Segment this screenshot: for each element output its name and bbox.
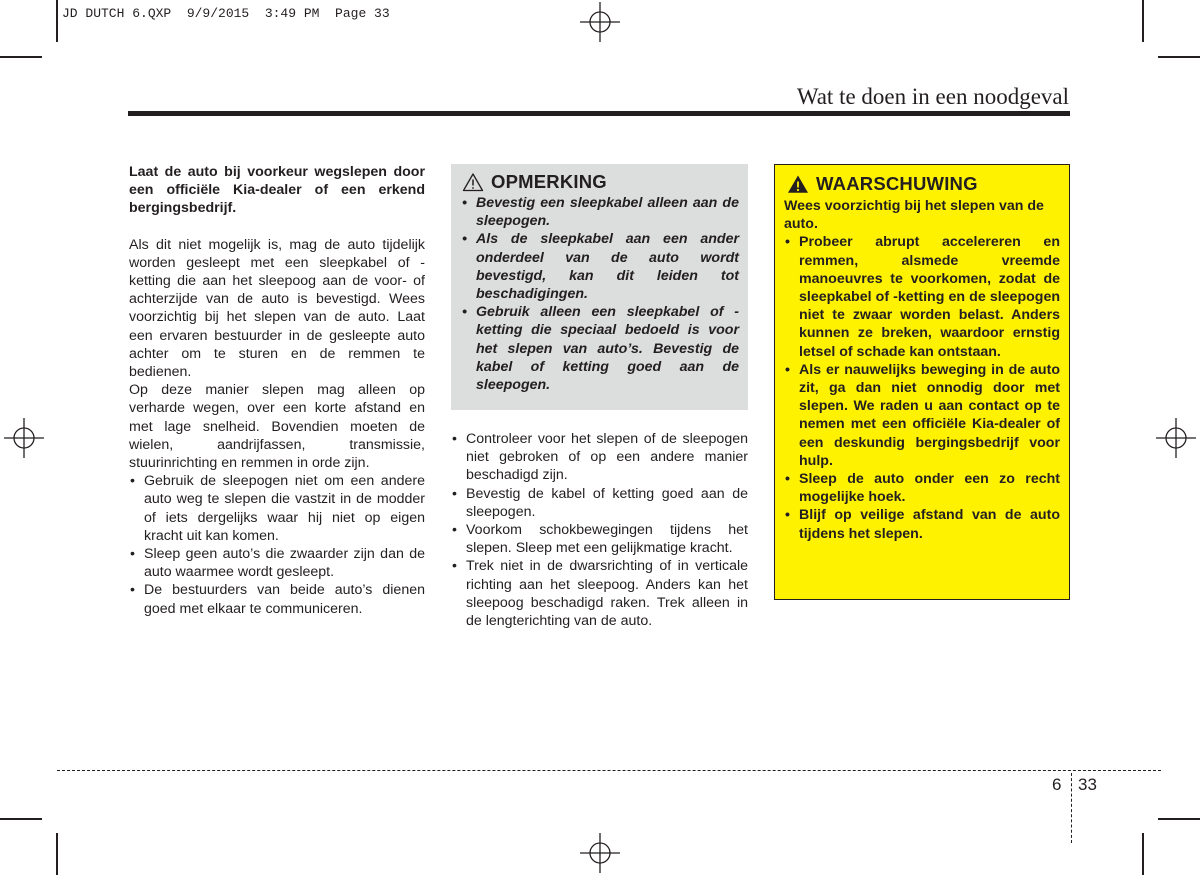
- list-item: • Voorkom schokbewegingen tijdens het slepen. Sleep met een gelijkmatige kracht.: [451, 521, 748, 557]
- registration-mark-icon: [580, 833, 620, 873]
- note-heading: [461, 172, 739, 192]
- list-item: • Bevestig de kabel of ketting goed aan de sleepogen.: [451, 485, 748, 521]
- registration-mark-icon: [4, 418, 44, 458]
- body-paragraph: Op deze manier slepen mag alleen op verharde wegen, over een korte afstand en met lage snelheid. Bovendien moeten de wielen, aandrijfassen, transmissie, stuurinrichting en remmen in orde zijn.: [129, 382, 425, 472]
- caution-triangle-icon: [462, 172, 484, 192]
- bullet-list: [129, 472, 425, 618]
- crop-mark: [1142, 0, 1144, 42]
- note-box: [451, 164, 748, 410]
- warning-heading: [784, 174, 1060, 194]
- list-item: • Gebruik de sleepogen niet om een andere auto weg te slepen die vastzit in de modder of iets dergelijks waar hij niet op eigen kracht uit kan komen.: [129, 472, 425, 545]
- bullet-list: [451, 430, 748, 630]
- warning-list: [784, 233, 1060, 542]
- note-title: OPMERKING: [491, 170, 607, 192]
- list-item: • Als de sleepkabel aan een ander onderdeel van de auto wordt bevestigd, kan dit leiden tot beschadigingen.: [461, 230, 739, 303]
- page-divider: [1071, 773, 1072, 843]
- middle-column: [451, 430, 748, 630]
- warning-triangle-icon: [787, 174, 809, 194]
- header-rule: [128, 111, 1070, 116]
- list-item: • Gebruik alleen een sleepkabel of -ketting die speciaal bedoeld is voor het slepen van auto’s. Bevestig de kabel of ketting goed aan de sleepogen.: [461, 303, 739, 394]
- registration-mark-icon: [1156, 418, 1196, 458]
- intro-text: Laat de auto bij voorkeur wegslepen door een officiële Kia-dealer of een erkend bergingsbedrijf.: [129, 164, 425, 217]
- crop-mark: [1142, 833, 1144, 875]
- crop-mark: [1158, 56, 1200, 58]
- list-item: • Sleep de auto onder een zo recht mogelijke hoek.: [784, 470, 1060, 506]
- page-number: 33: [1078, 775, 1097, 794]
- note-list: [461, 194, 739, 394]
- crop-mark: [56, 0, 58, 42]
- crop-mark: [0, 818, 42, 820]
- left-column: [129, 163, 425, 618]
- registration-mark-icon: [580, 2, 620, 42]
- print-slug: JD DUTCH 6.QXP 9/9/2015 3:49 PM Page 33: [62, 6, 390, 21]
- list-item: • Blijf op veilige afstand van de auto tijdens het slepen.: [784, 506, 1060, 542]
- warning-intro: Wees voorzichtig bij het slepen van de auto.: [784, 198, 1044, 233]
- list-item: • Bevestig een sleepkabel alleen aan de sleepogen.: [461, 194, 739, 230]
- list-item: • De bestuurders van beide auto’s dienen goed met elkaar te communiceren.: [129, 581, 425, 617]
- warning-box: [774, 164, 1070, 600]
- body-paragraph: Als dit niet mogelijk is, mag de auto tijdelijk worden gesleept met een sleepkabel of -ketting die aan het sleepoog aan de voor- of achterzijde van de auto is bevestigd. Wees voorzichtig bij het slepen van de auto. Laat een ervaren bestuurder in de gesleepte auto achter om te sturen en de remmen te bedienen.: [129, 236, 425, 381]
- chapter-number: 6: [1052, 775, 1062, 794]
- list-item: • Probeer abrupt accelereren en remmen, alsmede vreemde manoeuvres te voorkomen, zodat de sleepkabel of -ketting en de sleepogen niet te zwaar worden belast. Anders kunnen ze breken, waardoor ernstig letsel of schade kan ontstaan.: [784, 233, 1060, 360]
- warning-title: WAARSCHUWING: [816, 172, 978, 194]
- list-item: • Trek niet in de dwarsrichting of in verticale richting aan het sleepoog. Anders kan het sleepoog beschadigd raken. Trek alleen in de lengterichting van de auto.: [451, 557, 748, 630]
- crop-mark: [1158, 818, 1200, 820]
- footer-rule: [57, 770, 1161, 771]
- list-item: • Controleer voor het slepen of de sleepogen niet gebroken of op een andere manier beschadigd zijn.: [451, 430, 748, 485]
- crop-mark: [56, 833, 58, 875]
- section-title: Wat te doen in een noodgeval: [796, 84, 1069, 109]
- list-item: • Sleep geen auto’s die zwaarder zijn dan de auto waarmee wordt gesleept.: [129, 545, 425, 581]
- list-item: • Als er nauwelijks beweging in de auto zit, ga dan niet onnodig door met slepen. We raden u aan contact op te nemen met een officiële Kia-dealer of een deskundig bergingsbedrijf voor hulp.: [784, 361, 1060, 470]
- crop-mark: [0, 56, 42, 58]
